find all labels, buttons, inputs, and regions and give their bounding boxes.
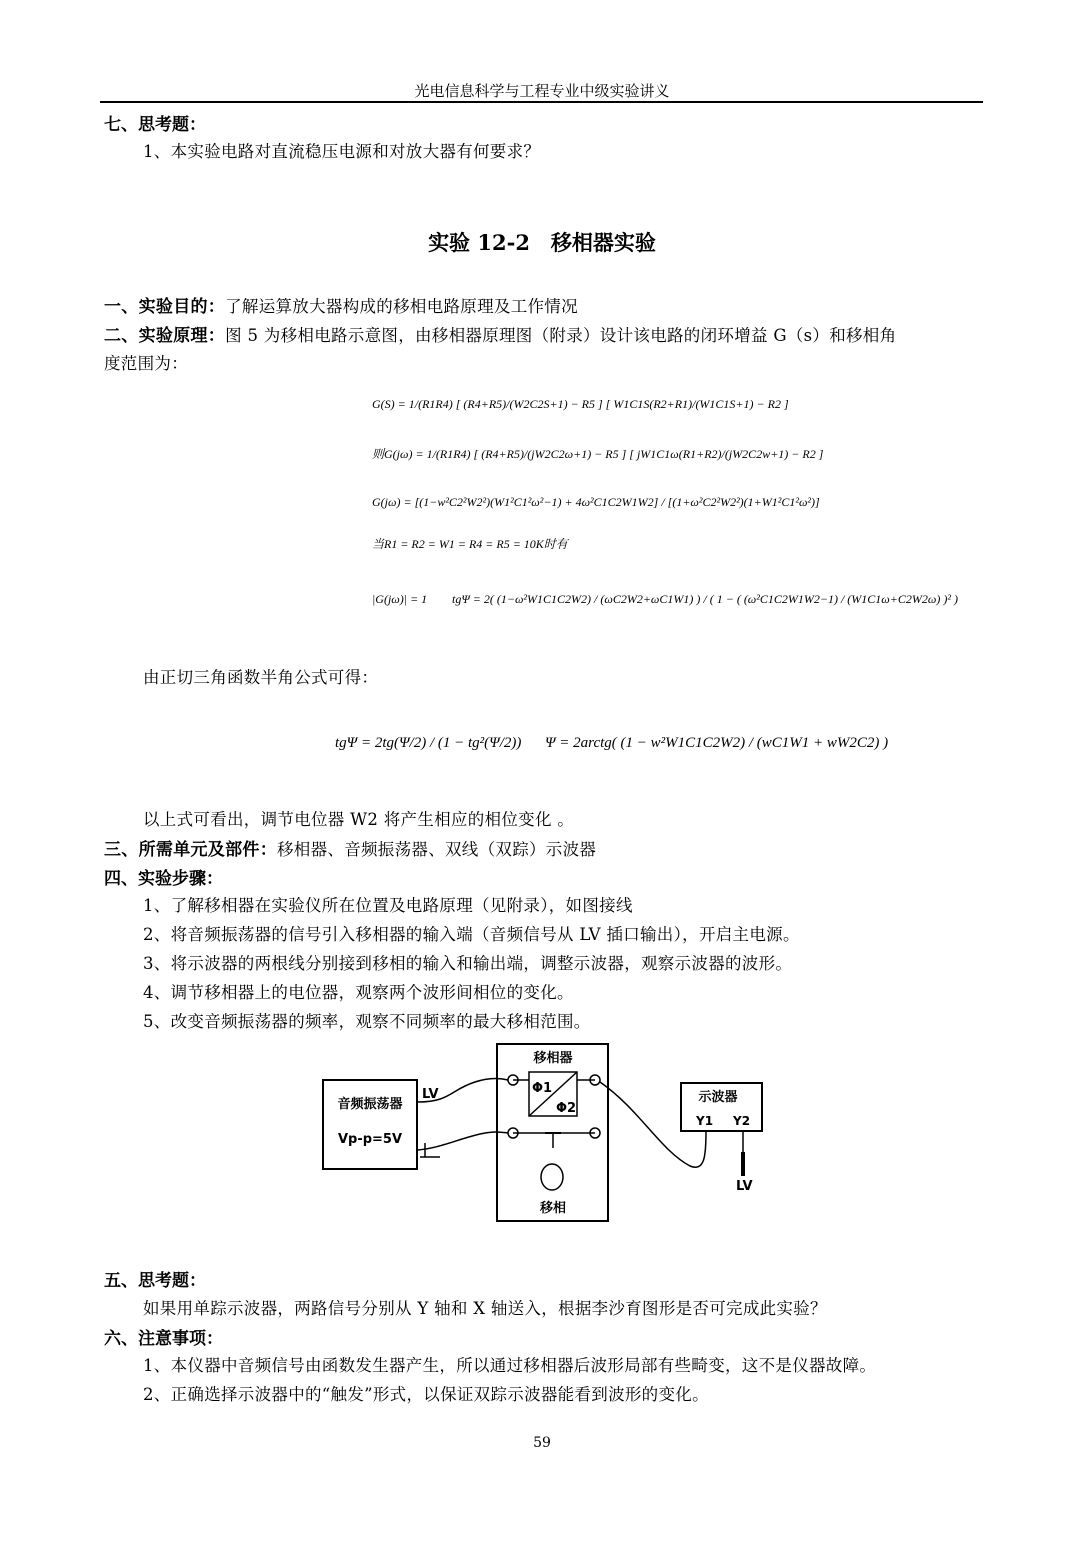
section-5-text: 如果用单踪示波器，两路信号分别从 Y 轴和 X 轴送入，根据李沙育图形是否可完成此实验？ bbox=[143, 1299, 827, 1318]
step-item: 4、调节移相器上的电位器，观察两个波形间相位的变化。 bbox=[143, 983, 574, 1002]
step-item: 1、了解移相器在实验仪所在位置及电路原理（见附录），如图接线 bbox=[143, 896, 633, 915]
step-item: 3、将示波器的两根线分别接到移相的输入和输出端，调整示波器，观察示波器的波形。 bbox=[143, 954, 793, 973]
oscillator-label: 音频振荡器 bbox=[337, 1097, 403, 1112]
potentiometer-knob bbox=[541, 1164, 563, 1190]
step-item: 2、将音频振荡器的信号引入移相器的输入端（音频信号从 LV 插口输出），开启主电源。 bbox=[143, 925, 800, 944]
section-4-heading: 四、实验步骤： bbox=[104, 869, 223, 889]
experiment-title: 实验 12-2 移相器实验 bbox=[428, 230, 656, 255]
section-3 bbox=[104, 835, 596, 860]
section-1 bbox=[104, 292, 578, 317]
output-wire bbox=[600, 1082, 706, 1167]
oscillator-box bbox=[323, 1080, 417, 1169]
page-number: 59 bbox=[533, 1435, 551, 1451]
phi1-label: Φ1 bbox=[532, 1081, 553, 1096]
notice-item: 2、正确选择示波器中的“触发”形式，以保证双踪示波器能看到波形的变化。 bbox=[143, 1385, 709, 1404]
section-7-heading: 七、思考题： bbox=[104, 115, 206, 135]
phi2-label: Φ2 bbox=[556, 1101, 577, 1116]
step-item: 5、改变音频振荡器的频率，观察不同频率的最大移相范围。 bbox=[143, 1012, 591, 1031]
section-7-question: 1、本实验电路对直流稳压电源和对放大器有何要求？ bbox=[143, 142, 541, 161]
ground-wire bbox=[418, 1132, 508, 1150]
y2-label: Y2 bbox=[733, 1114, 751, 1128]
phase-shifter-label: 移相器 bbox=[533, 1051, 573, 1066]
formula-condition: 当R1 = R2 = W1 = R4 = R5 = 10K时有 bbox=[372, 537, 568, 551]
section-5-heading: 五、思考题： bbox=[104, 1271, 206, 1291]
scope-lv-label: LV bbox=[736, 1179, 753, 1194]
conclusion-text: 以上式可看出，调节电位器 W2 将产生相应的相位变化 。 bbox=[143, 810, 575, 829]
formula-g-jw-expanded: G(jω) = [(1−w²C2²W2²)(W1²C1²ω²−1) + 4ω²C1C2W1W2] / [(1+ω²C2²W2²)(1+W1²C1²ω²)] bbox=[372, 495, 820, 509]
section-1-text: 了解运算放大器构成的移相电路原理及工作情况 bbox=[225, 297, 578, 316]
formula-half-angle-right: Ψ = 2arctg( (1 − w²W1C1C2W2) / (wC1W1 + wW2C2) ) bbox=[545, 735, 889, 751]
section-2-heading: 二、实验原理： bbox=[104, 326, 226, 346]
wiring-diagram bbox=[0, 1030, 1084, 1240]
section-6-heading: 六、注意事项： bbox=[104, 1329, 223, 1349]
formula-g-s: G(S) = 1/(R1R4) [ (R4+R5)/(W2C2S+1) − R5 ] [ W1C1S(R2+R1)/(W1C1S+1) − R2 ] bbox=[372, 397, 789, 411]
oscilloscope-label: 示波器 bbox=[698, 1090, 738, 1105]
half-angle-intro: 由正切三角函数半角公式可得： bbox=[143, 668, 379, 687]
notice-item: 1、本仪器中音频信号由函数发生器产生，所以通过移相器后波形局部有些畸变，这不是仪器故障。 bbox=[143, 1356, 877, 1375]
section-2-text-1: 图 5 为移相电路示意图，由移相器原理图（附录）设计该电路的闭环增益 G（s）和移相角 bbox=[225, 326, 897, 345]
oscillator-vpp: Vp-p=5V bbox=[337, 1132, 403, 1147]
formula-magnitude: |G(jω)| = 1 bbox=[372, 592, 428, 606]
page-header: 光电信息科学与工程专业中级实验讲义 bbox=[414, 82, 670, 100]
oscillator-lv-label: LV bbox=[422, 1087, 439, 1102]
formula-g-jw: 则G(jω) = 1/(R1R4) [ (R4+R5)/(jW2C2ω+1) − R5 ] [ jW1C1ω(R1+R2)/(jW2C2w+1) − R2 ] bbox=[372, 447, 824, 461]
header-rule bbox=[100, 101, 983, 103]
y1-label: Y1 bbox=[696, 1114, 714, 1128]
section-1-heading: 一、实验目的： bbox=[104, 297, 226, 317]
section-3-heading: 三、所需单元及部件： bbox=[104, 840, 277, 860]
formula-half-angle-left: tgΨ = 2tg(Ψ/2) / (1 − tg²(Ψ/2)) bbox=[335, 735, 522, 751]
knob-label: 移相 bbox=[539, 1201, 567, 1216]
section-2-line-2: 度范围为： bbox=[104, 354, 188, 373]
section-2-line-1 bbox=[104, 321, 896, 346]
section-3-text: 移相器、音频振荡器、双线（双踪）示波器 bbox=[277, 840, 597, 859]
formula-tg-psi: tgΨ = 2( (1−ω²W1C1C2W2) / (ωC2W2+ωC1W1) ) / ( 1 − ( (ω²C1C2W1W2−1) / (W1C1ω+C2W2ω) )² ) bbox=[452, 592, 958, 606]
